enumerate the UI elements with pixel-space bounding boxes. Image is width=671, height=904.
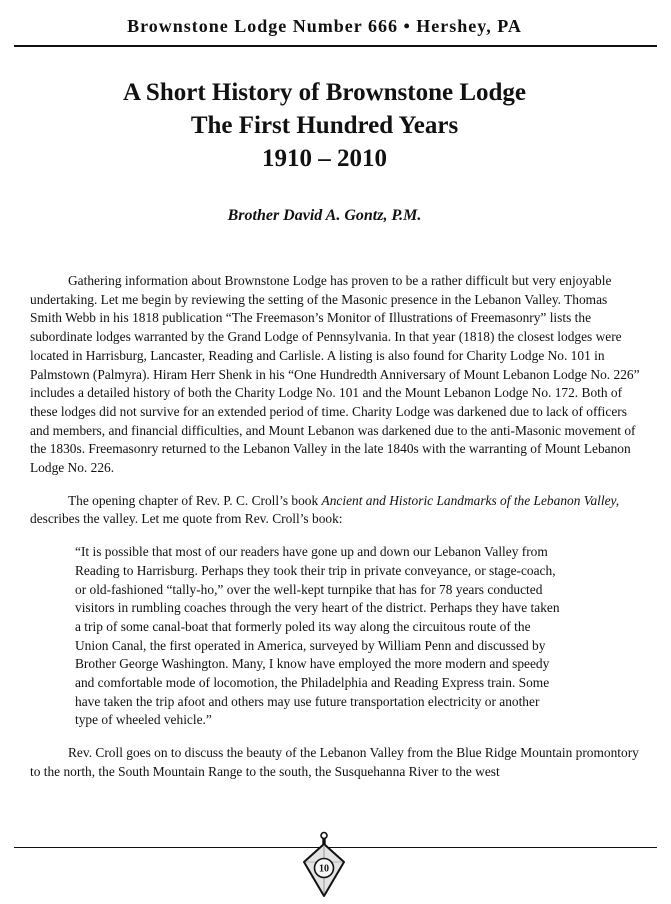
paragraph-2 [30, 492, 641, 529]
paragraph-2-tail: describes the valley. Let me quote from Rev. Croll’s book: [30, 511, 343, 527]
block-quote: “It is possible that most of our readers have gone up and down our Lebanon Valley from Reading to Harrisburg. Perhaps they took their trip in private conveyance, or stage-coach, or old-fashioned “tally-ho,” over the well-kept turnpike that has for 78 years conducted visitors in rumbling coaches through the very heart of the district. Perhaps they have taken a trip of some canal-boat that formerly poled its way along the circuitous route of the Union Canal, the first operated in America, surveyed by William Penn and discussed by Brother George Washington. Many, I know have employed the more modern and speedy and comfortable mode of locomotion, the Philadelphia and Reading Express train. Some have taken the trip afoot and others may use future transportation electricity or another type of wheeled vehicle.” [75, 544, 560, 728]
document-title [0, 76, 649, 175]
page-number: 10 [319, 863, 329, 875]
title-line-3: 1910 – 2010 [262, 145, 387, 172]
header-rule [14, 45, 657, 47]
trowel-ornament-icon [296, 831, 352, 899]
ornament-handle-knob [321, 833, 327, 839]
running-header: Brownstone Lodge Number 666 • Hershey, PA [127, 16, 522, 36]
author-byline: Brother David A. Gontz, P.M. [227, 207, 422, 224]
title-line-2: The First Hundred Years [190, 112, 459, 139]
body-text [30, 272, 641, 796]
paragraph-2-lead: The opening chapter of Rev. P. C. Croll’s book [68, 492, 322, 508]
paragraph-1: Gathering information about Brownstone Lodge has proven to be a rather difficult but very enjoyable undertaking. Let me begin by reviewing the setting of the Masonic presence in the Lebanon Valley. Thomas Smith Webb in his 1818 publication “The Freemason’s Monitor of Illustrations of Freemasonry” lists the subordinate lodges warranted by the Grand Lodge of Pennsylvania. In that year (1818) the closest lodges were located in Harrisburg, Lancaster, Reading and Carlisle. A listing is also found for Charity Lodge No. 101 in Palmstown (Palmyra). Hiram Herr Shenk in his “One Hundredth Anniversary of Mount Lebanon Lodge No. 226” includes a detailed history of both the Charity Lodge No. 101 and the Mount Lebanon Lodge No. 172. Both of these lodges did not survive for an extended period of time. Charity Lodge was darkened due to lack of officers and members, and financial difficulties, and Mount Lebanon was darkened due to the anti-Masonic movement of the 1830s. Freemasonry returned to the Lebanon Valley in the late 1840s with the warranting of Mount Lebanon Lodge No. 226. [30, 273, 640, 476]
paragraph-2-book-title: Ancient and Historic Landmarks of the Lebanon Valley, [321, 492, 620, 508]
title-line-1: A Short History of Brownstone Lodge [122, 79, 527, 106]
paragraph-3: Rev. Croll goes on to discuss the beauty of the Lebanon Valley from the Blue Ridge Mountain promontory to the north, the South Mountain Range to the south, the Susquehanna River to the west [30, 745, 639, 779]
